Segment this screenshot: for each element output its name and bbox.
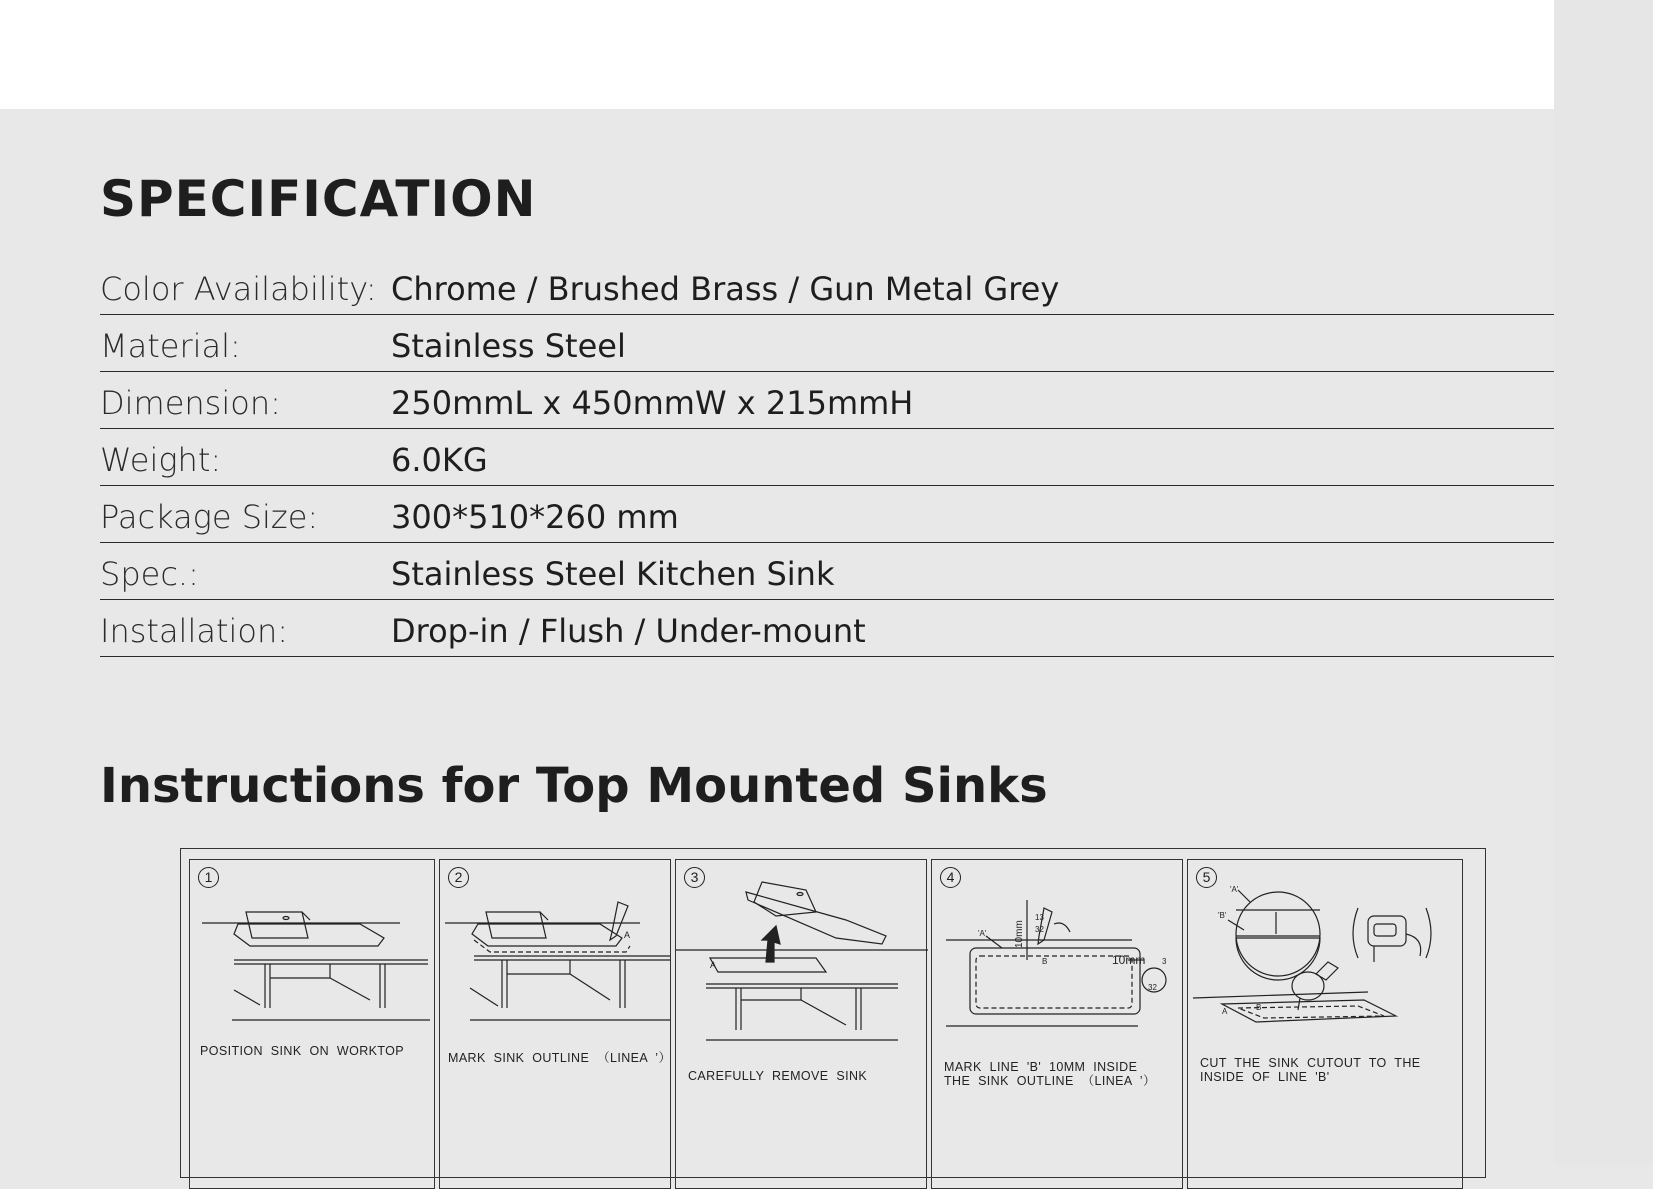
diagram-label: 3 bbox=[1162, 957, 1167, 966]
spec-label: Package Size: bbox=[100, 498, 319, 536]
svg-text:A: A bbox=[624, 930, 631, 940]
header-band bbox=[0, 0, 1554, 109]
diagram-label: B bbox=[1256, 1003, 1262, 1012]
step-panel-5 bbox=[1187, 859, 1463, 1189]
diagram-label: 32 bbox=[1148, 983, 1157, 992]
diagram-label: B bbox=[1042, 957, 1048, 966]
step-caption: MARK SINK OUTLINE （LINEA ’） bbox=[448, 1051, 672, 1065]
instructions-title: Instructions for Top Mounted Sinks bbox=[100, 758, 1048, 814]
step-caption: MARK LINE 'B' 10MM INSIDE THE SINK OUTLINE （LINEA ’） bbox=[944, 1060, 1156, 1088]
diagram-label: 32 bbox=[1035, 925, 1044, 934]
svg-text:A: A bbox=[710, 960, 717, 970]
spec-row-dimension bbox=[100, 372, 1554, 429]
diagram-label: 13 bbox=[1035, 913, 1044, 922]
step-panel-4 bbox=[931, 859, 1183, 1189]
page-margin bbox=[1554, 0, 1653, 1165]
spec-value: Stainless Steel bbox=[391, 327, 626, 365]
diagram-label: A bbox=[1222, 1007, 1228, 1016]
spec-row-spec bbox=[100, 543, 1554, 600]
spec-label: Color Availability: bbox=[100, 270, 377, 308]
spec-row-weight bbox=[100, 429, 1554, 486]
spec-label: Weight: bbox=[100, 441, 222, 479]
spec-value: 300*510*260 mm bbox=[391, 498, 679, 536]
mark-line-b-illustration bbox=[932, 860, 1184, 1060]
spec-row-installation bbox=[100, 600, 1554, 657]
cut-sink-cutout-illustration bbox=[1188, 860, 1464, 1060]
page-title: SPECIFICATION bbox=[100, 170, 537, 228]
step-caption: CUT THE SINK CUTOUT TO THE INSIDE OF LINE 'B' bbox=[1200, 1056, 1421, 1084]
step-number: 2 bbox=[448, 867, 469, 888]
spec-label: Installation: bbox=[100, 612, 289, 650]
diagram-label: 'A' bbox=[978, 929, 987, 938]
spec-value: Chrome / Brushed Brass / Gun Metal Grey bbox=[391, 270, 1060, 308]
diagram-label: 'A' bbox=[1230, 885, 1239, 894]
spec-label: Spec.: bbox=[100, 555, 199, 593]
spec-label: Material: bbox=[100, 327, 241, 365]
spec-value: Stainless Steel Kitchen Sink bbox=[391, 555, 835, 593]
diagram-label: 10mm bbox=[1014, 920, 1025, 948]
spec-row-package-size bbox=[100, 486, 1554, 543]
step-number: 4 bbox=[940, 867, 961, 888]
spec-row-color bbox=[100, 258, 1554, 315]
spec-table bbox=[100, 258, 1554, 657]
step-number: 1 bbox=[198, 867, 219, 888]
sink-on-worktop-illustration bbox=[190, 860, 436, 1060]
step-panel-1 bbox=[189, 859, 435, 1189]
step-caption: CAREFULLY REMOVE SINK bbox=[688, 1069, 868, 1083]
step-panel-2 bbox=[439, 859, 671, 1189]
step-number: 5 bbox=[1196, 867, 1217, 888]
spec-value: 250mmL x 450mmW x 215mmH bbox=[391, 384, 914, 422]
remove-sink-illustration bbox=[676, 860, 928, 1060]
spec-value: 6.0KG bbox=[391, 441, 488, 479]
step-caption: POSITION SINK ON WORKTOP bbox=[200, 1044, 405, 1058]
spec-value: Drop-in / Flush / Under-mount bbox=[391, 612, 866, 650]
step-panel-3 bbox=[675, 859, 927, 1189]
diagram-label: 10mm bbox=[1112, 953, 1146, 967]
diagram-label: 'B' bbox=[1218, 911, 1227, 920]
step-number: 3 bbox=[684, 867, 705, 888]
spec-row-material bbox=[100, 315, 1554, 372]
instruction-steps bbox=[180, 848, 1486, 1178]
spec-label: Dimension: bbox=[100, 384, 281, 422]
mark-outline-illustration bbox=[440, 860, 672, 1060]
